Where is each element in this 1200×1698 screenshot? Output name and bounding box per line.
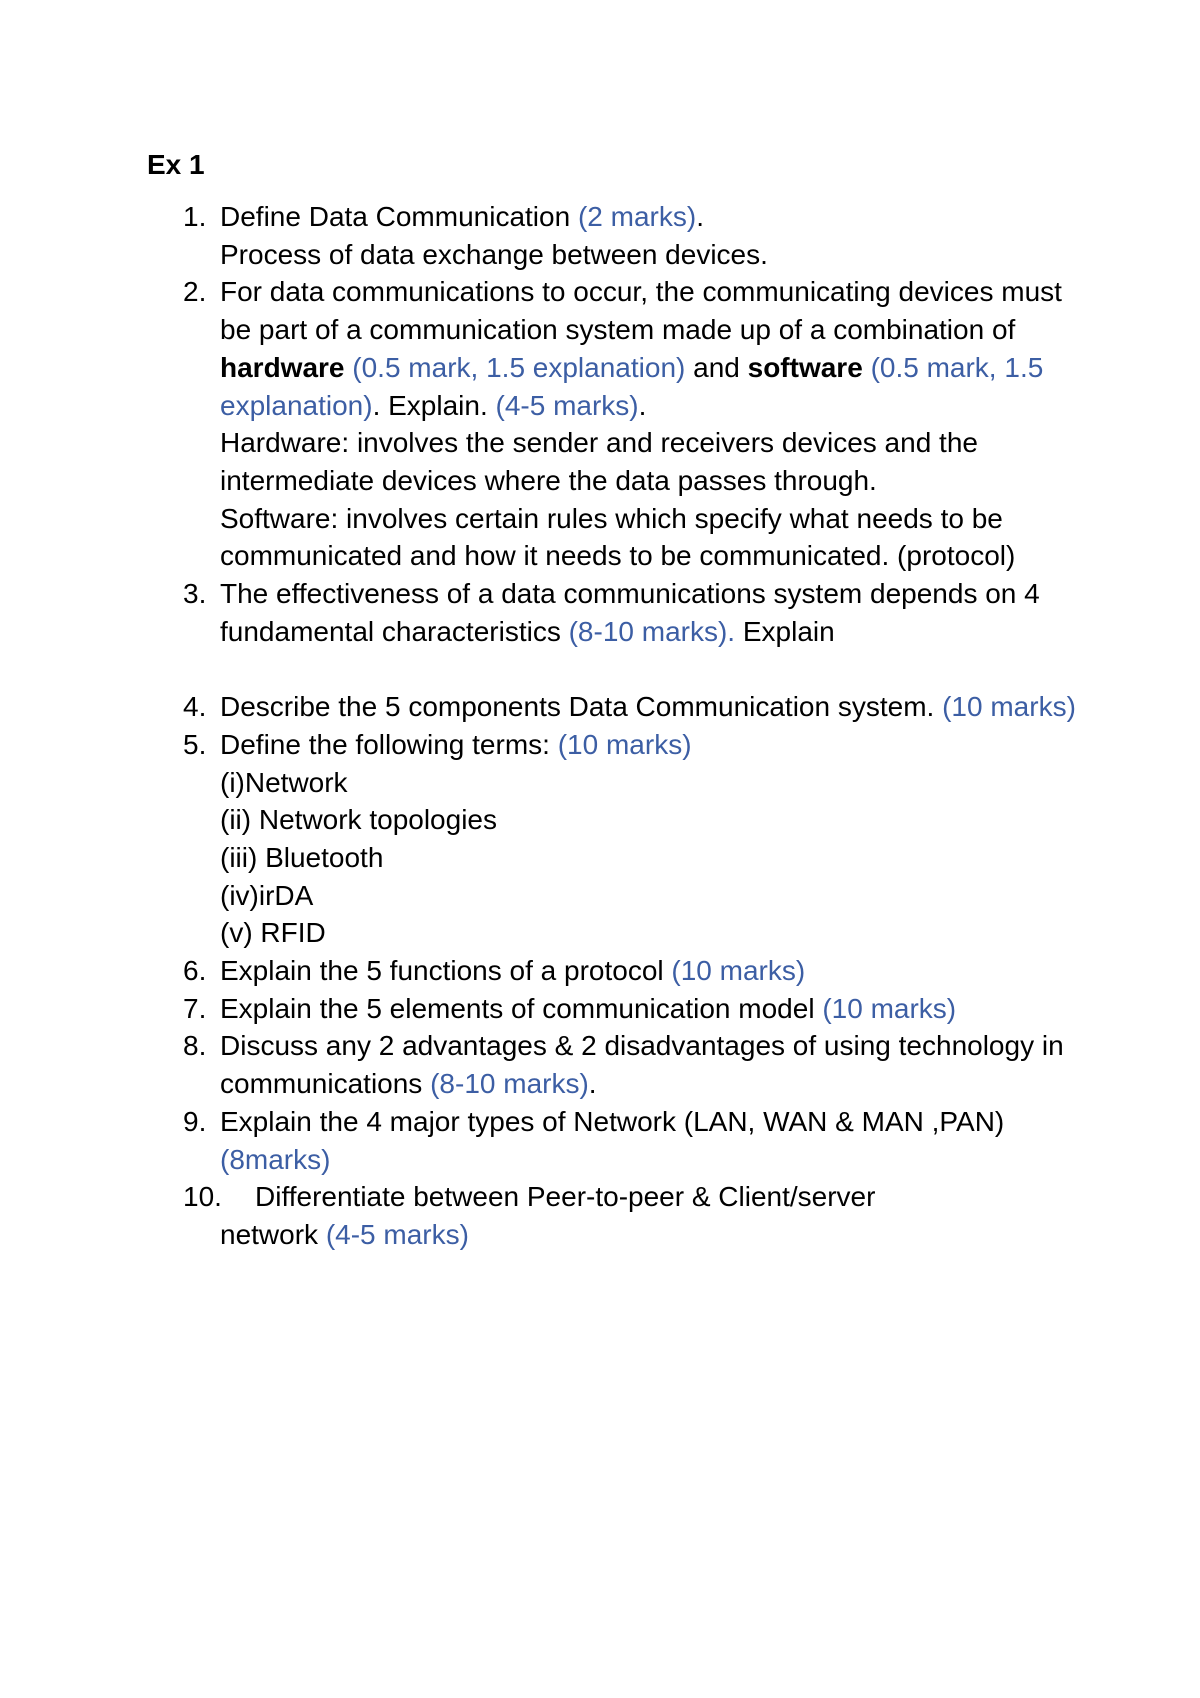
question-number: 1.	[183, 201, 207, 232]
question-number: 7.	[183, 992, 207, 1024]
term-item: (iii) Bluetooth	[220, 841, 384, 873]
term-hardware: hardware	[220, 351, 345, 383]
question-text: Define Data Communication	[220, 201, 571, 232]
question-8	[183, 1027, 1083, 1102]
answer-text: Process of data exchange between devices.	[220, 238, 768, 270]
marks-label: (10 marks)	[942, 691, 1076, 723]
question-text: Explain the 5 functions of a protocol	[220, 955, 664, 987]
question-text: Explain the 5 elements of communication model	[220, 992, 815, 1024]
question-4	[183, 688, 1083, 726]
term-software: software	[747, 351, 863, 383]
conjunction: and	[693, 351, 740, 383]
marks-label: (10 marks)	[671, 955, 806, 987]
question-list	[183, 198, 1083, 1254]
question-9	[183, 1103, 1083, 1178]
answer-hardware: Hardware: involves the sender and receivers devices and the intermediate devices where the data passes through.	[220, 427, 978, 496]
question-text-line-2	[220, 1216, 1083, 1254]
question-6	[183, 952, 1083, 990]
document-title: Ex 1	[147, 149, 205, 180]
question-7	[183, 990, 1083, 1028]
question-end: .	[588, 1068, 597, 1100]
marks-label: (2 marks)	[577, 201, 697, 232]
question-number: 6.	[183, 955, 207, 987]
question-number: 2.	[183, 276, 207, 308]
marks-label: (10 marks)	[557, 728, 692, 760]
question-text: Discuss any 2 advantages & 2 disadvantages of using technology in communications	[220, 1030, 1064, 1100]
question-text: Differentiate between Peer-to-peer & Client/server	[255, 1181, 876, 1213]
marks-label: (4-5 marks)	[495, 389, 639, 421]
marks-label: (0.5 mark, 1.5 explanation)	[352, 351, 686, 383]
question-3	[183, 575, 1083, 650]
question-text: The effectiveness of a data communications system depends on 4 fundamental characteristics	[220, 578, 1040, 647]
question-end: .	[696, 201, 704, 232]
question-5	[183, 726, 1083, 952]
term-item: (v) RFID	[220, 917, 326, 949]
question-text: Define the following terms:	[220, 728, 550, 760]
question-text: Explain the 4 major types of Network (LAN, WAN & MAN ,PAN)	[220, 1105, 1005, 1137]
question-1	[183, 198, 1083, 273]
term-item: (ii) Network topologies	[220, 804, 497, 836]
question-number: 5.	[183, 728, 207, 760]
question-end: Explain	[742, 615, 835, 647]
question-number: 3.	[183, 578, 207, 610]
marks-label: (8marks)	[220, 1143, 331, 1175]
question-text: For data communications to occur, the communicating devices must be part of a communication system made up of a combination of	[220, 276, 1062, 346]
marks-label: (4-5 marks)	[325, 1218, 469, 1250]
question-text-line-1	[220, 1178, 1083, 1216]
question-end: .	[638, 389, 647, 421]
term-item: (iv)irDA	[220, 879, 314, 911]
marks-label: (8-10 marks).	[568, 615, 736, 647]
marks-label: (0.5 mark, 1.5 explanation)	[220, 351, 1044, 421]
question-number: 9.	[183, 1105, 207, 1137]
question-number: 10.	[183, 1181, 222, 1213]
question-10	[183, 1178, 1083, 1253]
explain-text: . Explain.	[372, 389, 488, 421]
spacer	[183, 650, 1083, 688]
question-2	[183, 273, 1083, 575]
question-text: network	[220, 1218, 319, 1250]
answer-software: Software: involves certain rules which specify what needs to be communicated and how it needs to be communicated. (protocol)	[220, 502, 1016, 572]
marks-label: (8-10 marks)	[430, 1068, 589, 1100]
question-text: Describe the 5 components Data Communication system.	[220, 691, 935, 723]
question-number: 8.	[183, 1030, 207, 1062]
question-number: 4.	[183, 691, 207, 723]
marks-label: (10 marks)	[822, 992, 957, 1024]
term-item: (i)Network	[220, 766, 348, 798]
